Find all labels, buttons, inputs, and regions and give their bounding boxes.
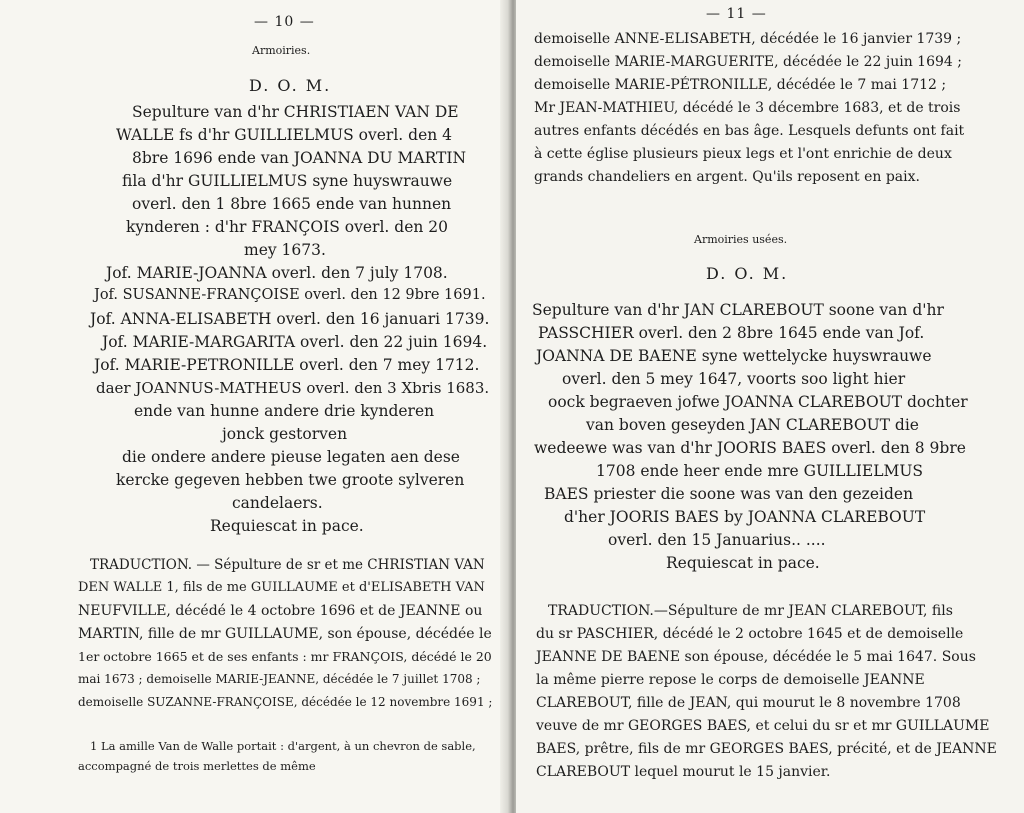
translation-line: demoiselle ANNE-ELISABETH, décédée le 16 janvier 1739 ; xyxy=(534,31,962,47)
translation-line: CLAREBOUT, fille de JEAN, qui mourut le 8 novembre 1708 xyxy=(536,695,961,711)
right-page xyxy=(516,0,1024,813)
translation-line: demoiselle MARIE-MARGUERITE, décédée le 22 juin 1694 ; xyxy=(534,54,962,70)
inscription-line: die ondere andere pieuse legaten aen dese xyxy=(122,448,460,466)
translation-line: demoiselle SUZANNE-FRANÇOISE, décédée le 12 novembre 1691 ; xyxy=(78,695,493,709)
inscription-line: 1708 ende heer ende mre GUILLIELMUS xyxy=(596,462,924,480)
inscription-line: BAES priester die soone was van den gezeiden xyxy=(544,485,914,503)
translation-line: NEUFVILLE, décédé le 4 octobre 1696 et de JEANNE ou xyxy=(78,603,483,619)
inscription-line: WALLE fs d'hr GUILLIELMUS overl. den 4 xyxy=(116,126,453,144)
translation-line: mai 1673 ; demoiselle MARIE-JEANNE, décédée le 7 juillet 1708 ; xyxy=(78,672,481,686)
translation-line: la même pierre repose le corps de demoiselle JEANNE xyxy=(536,672,925,688)
inscription-line: candelaers. xyxy=(232,494,323,512)
translation-line: du sr PASCHIER, décédé le 2 octobre 1645 et de demoiselle xyxy=(536,626,964,642)
translation-line: demoiselle MARIE-PÉTRONILLE, décédée le 7 mai 1712 ; xyxy=(534,77,947,93)
inscription-line: daer JOANNUS-MATHEUS overl. den 3 Xbris 1683. xyxy=(96,379,490,397)
translation-line: TRADUCTION. — Sépulture de sr et me CHRISTIAN VAN xyxy=(90,557,485,573)
page-number: — 10 — xyxy=(254,14,315,30)
arms-heading: Armoiries usées. xyxy=(694,233,788,246)
translation-line: BAES, prêtre, fils de mr GEORGES BAES, précité, et de JEANNE xyxy=(536,741,997,757)
dom-title: D. O. M. xyxy=(706,264,789,283)
page-number: — 11 — xyxy=(706,6,767,22)
inscription-line: Sepulture van d'hr CHRISTIAEN VAN DE xyxy=(132,103,459,121)
inscription-line: kynderen : d'hr FRANÇOIS overl. den 20 xyxy=(126,218,448,236)
inscription-line: 8bre 1696 ende van JOANNA DU MARTIN xyxy=(132,149,467,167)
inscription-line: oock begraeven jofwe JOANNA CLAREBOUT dochter xyxy=(548,393,968,411)
inscription-line: overl. den 5 mey 1647, voorts soo light hier xyxy=(562,370,906,388)
footnote-line: 1 La amille Van de Walle portait : d'argent, à un chevron de sable, xyxy=(90,739,476,753)
inscription-line: Sepulture van d'hr JAN CLAREBOUT soone van d'hr xyxy=(532,301,944,319)
translation-line: grands chandeliers en argent. Qu'ils reposent en paix. xyxy=(534,169,920,185)
translation-line: Mr JEAN-MATHIEU, décédé le 3 décembre 1683, et de trois xyxy=(534,100,961,116)
footnote-line: accompagné de trois merlettes de même xyxy=(78,759,316,773)
inscription-line: JOANNA DE BAENE syne wettelycke huyswrauwe xyxy=(536,347,932,365)
inscription-line: d'her JOORIS BAES by JOANNA CLAREBOUT xyxy=(564,508,926,526)
inscription-line: ende van hunne andere drie kynderen xyxy=(134,402,435,420)
inscription-line: overl. den 15 Januarius.. .... xyxy=(608,531,826,549)
translation-line: MARTIN, fille de mr GUILLAUME, son épouse, décédée le xyxy=(78,626,492,642)
inscription-line: jonck gestorven xyxy=(222,425,348,443)
requiescat: Requiescat in pace. xyxy=(210,517,364,535)
requiescat: Requiescat in pace. xyxy=(666,554,820,572)
inscription-line: kercke gegeven hebben twe groote sylveren xyxy=(116,471,465,489)
inscription-line: wedeewe was van d'hr JOORIS BAES overl. den 8 9bre xyxy=(534,439,966,457)
translation-line: DEN WALLE 1, fils de me GUILLAUME et d'ELISABETH VAN xyxy=(78,580,485,595)
inscription-line: fila d'hr GUILLIELMUS syne huyswrauwe xyxy=(122,172,453,190)
dom-title: D. O. M. xyxy=(249,76,332,95)
translation-line: veuve de mr GEORGES BAES, et celui du sr et mr GUILLAUME xyxy=(536,718,990,734)
inscription-line: mey 1673. xyxy=(244,241,326,259)
translation-line: CLAREBOUT lequel mourut le 15 janvier. xyxy=(536,764,831,780)
translation-line: TRADUCTION.—Sépulture de mr JEAN CLAREBOUT, fils xyxy=(548,603,953,619)
inscription-line: Jof. MARIE-MARGARITA overl. den 22 juin 1694. xyxy=(102,333,488,351)
left-page xyxy=(0,0,508,813)
inscription-line: Jof. SUSANNE-FRANÇOISE overl. den 12 9bre 1691. xyxy=(94,287,486,303)
translation-line: JEANNE DE BAENE son épouse, décédée le 5 mai 1647. Sous xyxy=(536,649,976,665)
inscription-line: overl. den 1 8bre 1665 ende van hunnen xyxy=(132,195,452,213)
inscription-line: van boven geseyden JAN CLAREBOUT die xyxy=(586,416,919,434)
inscription-line: Jof. MARIE-JOANNA overl. den 7 july 1708. xyxy=(106,264,448,282)
inscription-line: PASSCHIER overl. den 2 8bre 1645 ende van Jof. xyxy=(538,324,925,342)
inscription-line: Jof. MARIE-PETRONILLE overl. den 7 mey 1712. xyxy=(94,356,480,374)
translation-line: autres enfants décédés en bas âge. Lesquels defunts ont fait xyxy=(534,123,965,139)
inscription-line: Jof. ANNA-ELISABETH overl. den 16 januari 1739. xyxy=(90,310,490,328)
arms-heading: Armoiries. xyxy=(252,44,311,57)
translation-line: à cette église plusieurs pieux legs et l'ont enrichie de deux xyxy=(534,146,952,162)
translation-line: 1er octobre 1665 et de ses enfants : mr FRANÇOIS, décédé le 20 xyxy=(78,649,492,664)
